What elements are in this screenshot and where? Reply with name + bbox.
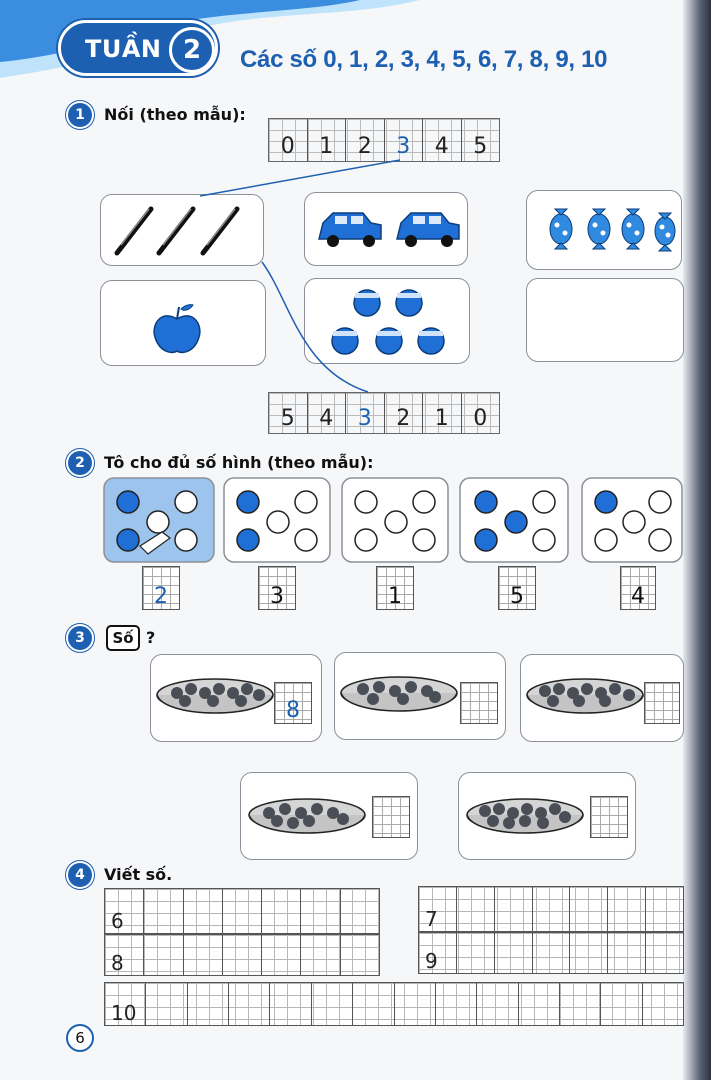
write-row-label: 9	[425, 949, 438, 973]
strip-cell: 5	[269, 393, 308, 433]
answer-value: 4	[631, 584, 645, 609]
answer-box-5[interactable]	[498, 566, 536, 610]
bowl-icon	[465, 791, 585, 851]
section-1-title: Nối (theo mẫu):	[104, 105, 246, 124]
section-4-title: Viết số.	[104, 865, 173, 884]
page-number: 6	[66, 1024, 94, 1052]
strip-cell: 3	[346, 393, 385, 433]
circle-cards	[100, 474, 690, 566]
strip-cell: 2	[346, 119, 385, 161]
write-row-7[interactable]	[418, 886, 684, 932]
answer-box-1[interactable]	[376, 566, 414, 610]
strip-cell: 0	[269, 119, 308, 161]
strip-cell: 1	[308, 119, 347, 161]
section-1-badge: 1	[68, 103, 92, 127]
count-box-4[interactable]	[372, 796, 410, 838]
write-row-8[interactable]	[104, 934, 380, 976]
week-label: TUẦN	[85, 35, 162, 63]
strip-cell: 4	[308, 393, 347, 433]
bowl-icon	[247, 791, 367, 851]
strip-cell: 2	[385, 393, 424, 433]
answer-value: 3	[270, 584, 284, 609]
answer-value: 2	[154, 584, 168, 609]
section-3-so-box: Số	[106, 625, 140, 651]
strip-cell: 3	[385, 119, 424, 161]
count-box-3[interactable]	[644, 682, 680, 724]
answer-box-3[interactable]	[258, 566, 296, 610]
strip-cell: 4	[423, 119, 462, 161]
write-row-6[interactable]	[104, 888, 380, 934]
section-2-title: Tô cho đủ số hình (theo mẫu):	[104, 453, 374, 472]
count-box-2[interactable]	[460, 682, 498, 724]
section-3-badge: 3	[68, 626, 92, 650]
count-value: 8	[286, 698, 300, 723]
answer-value: 1	[388, 584, 402, 609]
answer-box-2[interactable]	[142, 566, 180, 610]
write-row-label: 8	[111, 951, 124, 975]
write-row-label: 10	[111, 1001, 137, 1025]
answer-box-4[interactable]	[620, 566, 656, 610]
page-title: Các số 0, 1, 2, 3, 4, 5, 6, 7, 8, 9, 10	[240, 46, 608, 73]
bowl-icon	[155, 671, 275, 731]
bowl-icon	[339, 669, 459, 729]
strip-cell: 5	[473, 134, 488, 159]
week-number: 2	[169, 27, 215, 73]
strip-cell: 1	[423, 393, 462, 433]
bowl-icon	[525, 671, 645, 731]
count-box-1[interactable]	[274, 682, 312, 724]
section-4-badge: 4	[68, 863, 92, 887]
section-2-badge: 2	[68, 451, 92, 475]
write-row-label: 6	[111, 909, 124, 933]
answer-value: 5	[510, 584, 524, 609]
count-box-5[interactable]	[590, 796, 628, 838]
strip-cell: 0	[473, 406, 488, 431]
section-3-question-mark: ?	[146, 628, 156, 647]
write-row-9[interactable]	[418, 932, 684, 974]
write-row-10[interactable]	[104, 982, 684, 1026]
write-row-label: 7	[425, 907, 438, 931]
